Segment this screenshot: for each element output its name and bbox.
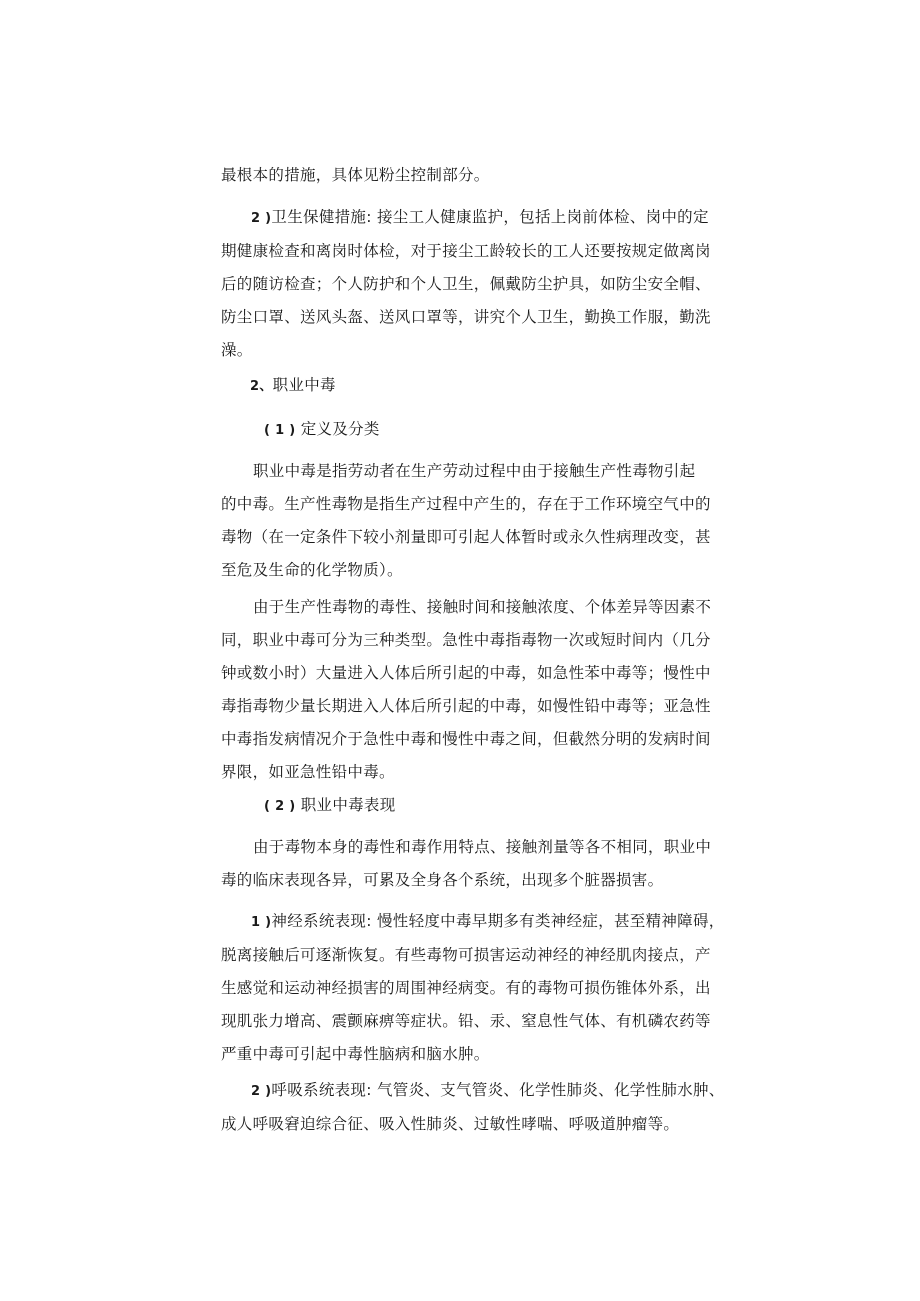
text-line: 现肌张力增高、震颤麻痹等症状。铅、汞、窒息性气体、有机磷农药等 [221, 1012, 711, 1030]
text-line: 职业中毒是指劳动者在生产劳动过程中由于接触生产性毒物引起 [253, 462, 696, 480]
text-line: 的中毒。生产性毒物是指生产过程中产生的，存在于工作环境空气中的 [221, 495, 711, 513]
text-line: 最根本的措施，具体见粉尘控制部分。 [221, 166, 490, 184]
section-title: 职业中毒 [272, 376, 336, 394]
text-line: 期健康检查和离岗时体检，对于接尘工龄较长的工人还要按规定做离岗 [221, 242, 711, 260]
text-line: 严重中毒可引起中毒性脑病和脑水肿。 [221, 1045, 490, 1063]
text-line-content: 呼吸系统表现: 气管炎、支气管炎、化学性肺炎、化学性肺水肿、 [271, 1081, 725, 1099]
paragraph-health-measures [221, 201, 711, 367]
section-number: 2、 [250, 379, 273, 394]
paragraph-manifestations [221, 831, 712, 897]
paragraph-definition [221, 455, 711, 587]
paragraph-nervous-system [221, 905, 725, 1071]
text-line [221, 201, 709, 235]
text-line: 毒指毒物少量长期进入人体后所引起的中毒，如慢性铅中毒等；亚急性 [221, 697, 711, 715]
text-line: 同，职业中毒可分为三种类型。急性中毒指毒物一次或短时间内（几分 [221, 631, 711, 649]
text-line: 生感觉和运动神经损害的周围神经病变。有的毒物可损伤锥体外系，出 [221, 979, 711, 997]
subsection-number: ( 2 ) [264, 799, 296, 814]
subsection-title: 职业中毒表现 [300, 796, 396, 814]
text-line: 界限，如亚急性铅中毒。 [221, 763, 395, 781]
text-line: 脱离接触后可逐渐恢复。有些毒物可损害运动神经的神经肌肉接点，产 [221, 946, 711, 964]
section-heading [250, 369, 336, 403]
text-line: 防尘口罩、送风头盔、送风口罩等，讲究个人卫生，勤换工作服，勤洗 [221, 308, 711, 326]
text-line: 中毒指发病情况介于急性中毒和慢性中毒之间，但截然分明的发病时间 [221, 730, 711, 748]
text-line: 钟或数小时）大量进入人体后所引起的中毒，如急性苯中毒等；慢性中 [221, 664, 711, 682]
paragraph-classification [221, 591, 712, 789]
subsection-number: ( 1 ) [264, 423, 296, 438]
text-line: 毒物（在一定条件下较小剂量即可引起人体暂时或永久性病理改变，甚 [221, 528, 711, 546]
text-line [221, 1074, 725, 1108]
text-line: 后的随访检查；个人防护和个人卫生，佩戴防尘护具，如防尘安全帽、 [221, 275, 711, 293]
subsection-heading [264, 413, 380, 447]
text-line-content: 神经系统表现: 慢性轻度中毒早期多有类神经症，甚至精神障碍， [271, 912, 725, 930]
subsection-title: 定义及分类 [300, 420, 380, 438]
item-number: 2 ) [251, 1084, 272, 1099]
text-line [221, 905, 725, 939]
text-line: 由于毒物本身的毒性和毒作用特点、接触剂量等各不相同，职业中 [253, 838, 712, 856]
subsection-heading [264, 789, 396, 823]
item-number: 1 ) [251, 915, 272, 930]
paragraph-respiratory-system [221, 1074, 725, 1141]
text-line: 至危及生命的化学物质）。 [221, 561, 403, 579]
item-number: 2 ) [251, 211, 272, 226]
text-line: 毒的临床表现各异，可累及全身各个系统，出现多个脏器损害。 [221, 871, 664, 889]
text-line: 由于生产性毒物的毒性、接触时间和接触浓度、个体差异等因素不 [253, 598, 712, 616]
text-line: 澡。 [221, 341, 253, 359]
text-line: 成人呼吸窘迫综合征、吸入性肺炎、过敏性哮喘、呼吸道肿瘤等。 [221, 1115, 680, 1133]
text-line-content: 卫生保健措施: 接尘工人健康监护，包括上岗前体检、岗中的定 [271, 208, 709, 226]
paragraph-dust-control [221, 159, 701, 192]
